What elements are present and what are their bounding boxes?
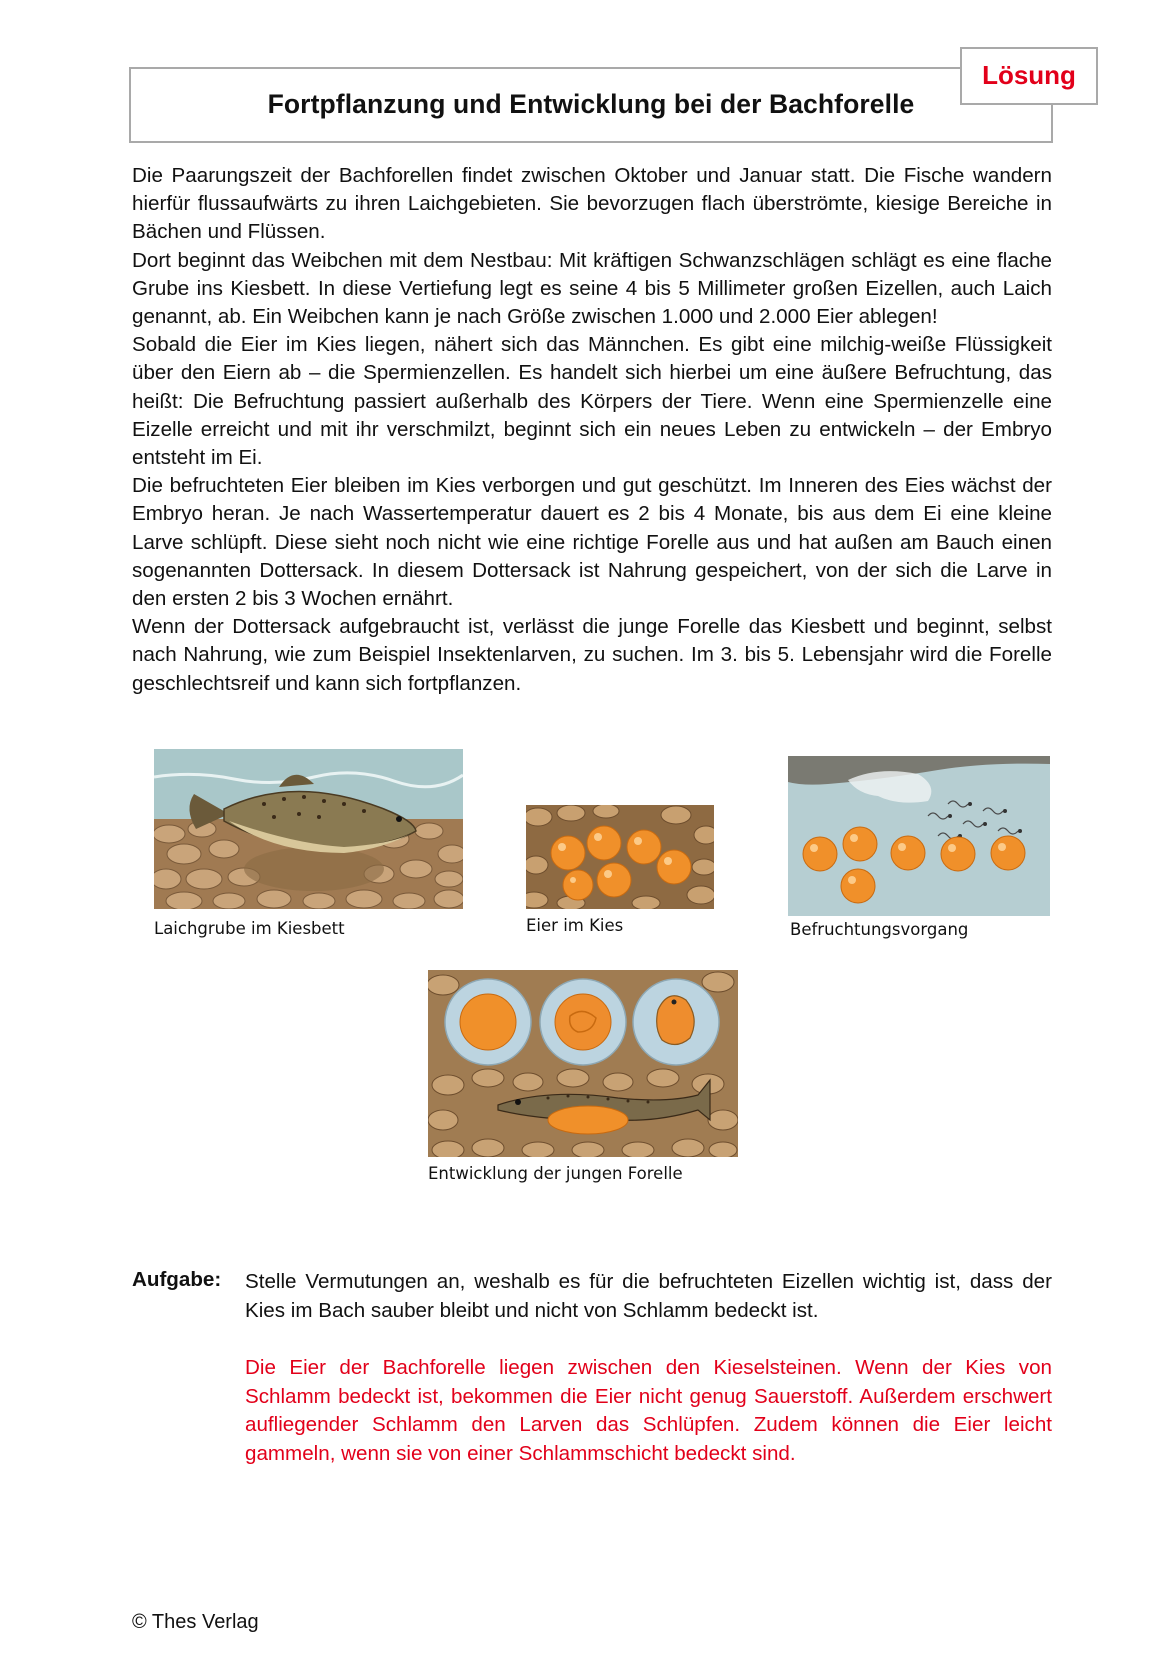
title-box [129,67,1053,143]
laichgrube-image [154,749,463,909]
eier-image [526,805,714,909]
paragraph: Die Paarungszeit der Bachforellen findet zwischen Oktober und Januar statt. Die Fische wandern hierfür flussaufwärts zu ihren Laichgebieten. Sie bevorzugen flach überströmte, kiesige Bereiche in Bächen und Flüssen. [132,164,1052,244]
entwicklung-caption: Entwicklung der jungen Forelle [428,1164,683,1183]
entwicklung-image [428,970,738,1157]
befruchtung-caption: Befruchtungsvorgang [790,920,969,939]
solution-badge: Lösung [960,47,1098,105]
intro-text [132,162,1052,698]
paragraph: Die befruchteten Eier bleiben im Kies verborgen und gut geschützt. Im Inneren des Eies wächst der Embryo heran. Je nach Wassertemperatur dauert es 2 bis 4 Monate, bis aus dem Ei eine kleine Larve schlüpft. Diese sieht noch nicht wie eine richtige Forelle aus und hat außen am Bauch einen sogenannten Dottersack. In diesem Dottersack ist Nahrung gespeichert, von der sich die Larve in den ersten 2 bis 3 Wochen ernährt. [132,474,1052,611]
laichgrube-caption: Laichgrube im Kiesbett [154,919,345,938]
page-title: Fortpflanzung und Entwicklung bei der Bachforelle [267,89,915,119]
footer-copyright: © Thes Verlag [132,1611,259,1633]
task-label: Aufgabe: [132,1268,222,1291]
paragraph: Sobald die Eier im Kies liegen, nähert sich das Männchen. Es gibt eine milchig-weiße Flüssigkeit über den Eiern ab – die Spermienzellen. Es handelt sich hierbei um eine äußere Befruchtung, das heißt: Die Befruchtung passiert außerhalb des Körpers der Tiere. Wenn eine Spermienzelle eine Eizelle erreicht und mit ihr verschmilzt, beginnt sich ein neues Leben zu entwickeln – der Embryo entsteht im Ei. [132,333,1052,470]
task-answer: Die Eier der Bachforelle liegen zwischen den Kieselsteinen. Wenn der Kies von Schlamm bedeckt ist, bekommen die Eier nicht genug Sauerstoff. Außerdem erschwert aufliegender Schlamm den Larven das Schlüpfen. Zudem können die Eier leicht gammeln, wenn sie von einer Schlammschicht bedeckt sind. [245,1356,1052,1465]
paragraph: Wenn der Dottersack aufgebraucht ist, verlässt die junge Forelle das Kiesbett und beginnt, selbst nach Nahrung, wie zum Beispiel Insektenlarven, zu suchen. Im 3. bis 5. Lebensjahr wird die Forelle geschlechtsreif und kann sich fortpflanzen. [132,615,1052,695]
befruchtung-image [788,756,1050,916]
eier-caption: Eier im Kies [526,916,624,935]
task-text: Stelle Vermutungen an, weshalb es für die befruchteten Eizellen wichtig ist, dass der Kies im Bach sauber bleibt und nicht von Schlamm bedeckt ist. [245,1270,1052,1322]
paragraph: Dort beginnt das Weibchen mit dem Nestbau: Mit kräftigen Schwanzschlägen schlägt es eine flache Grube ins Kiesbett. In diese Vertiefung legt es seine 4 bis 5 Millimeter großen Eizellen, auch Laich genannt, ab. Ein Weibchen kann je nach Größe zwischen 1.000 und 2.000 Eier ablegen! [132,248,1052,329]
